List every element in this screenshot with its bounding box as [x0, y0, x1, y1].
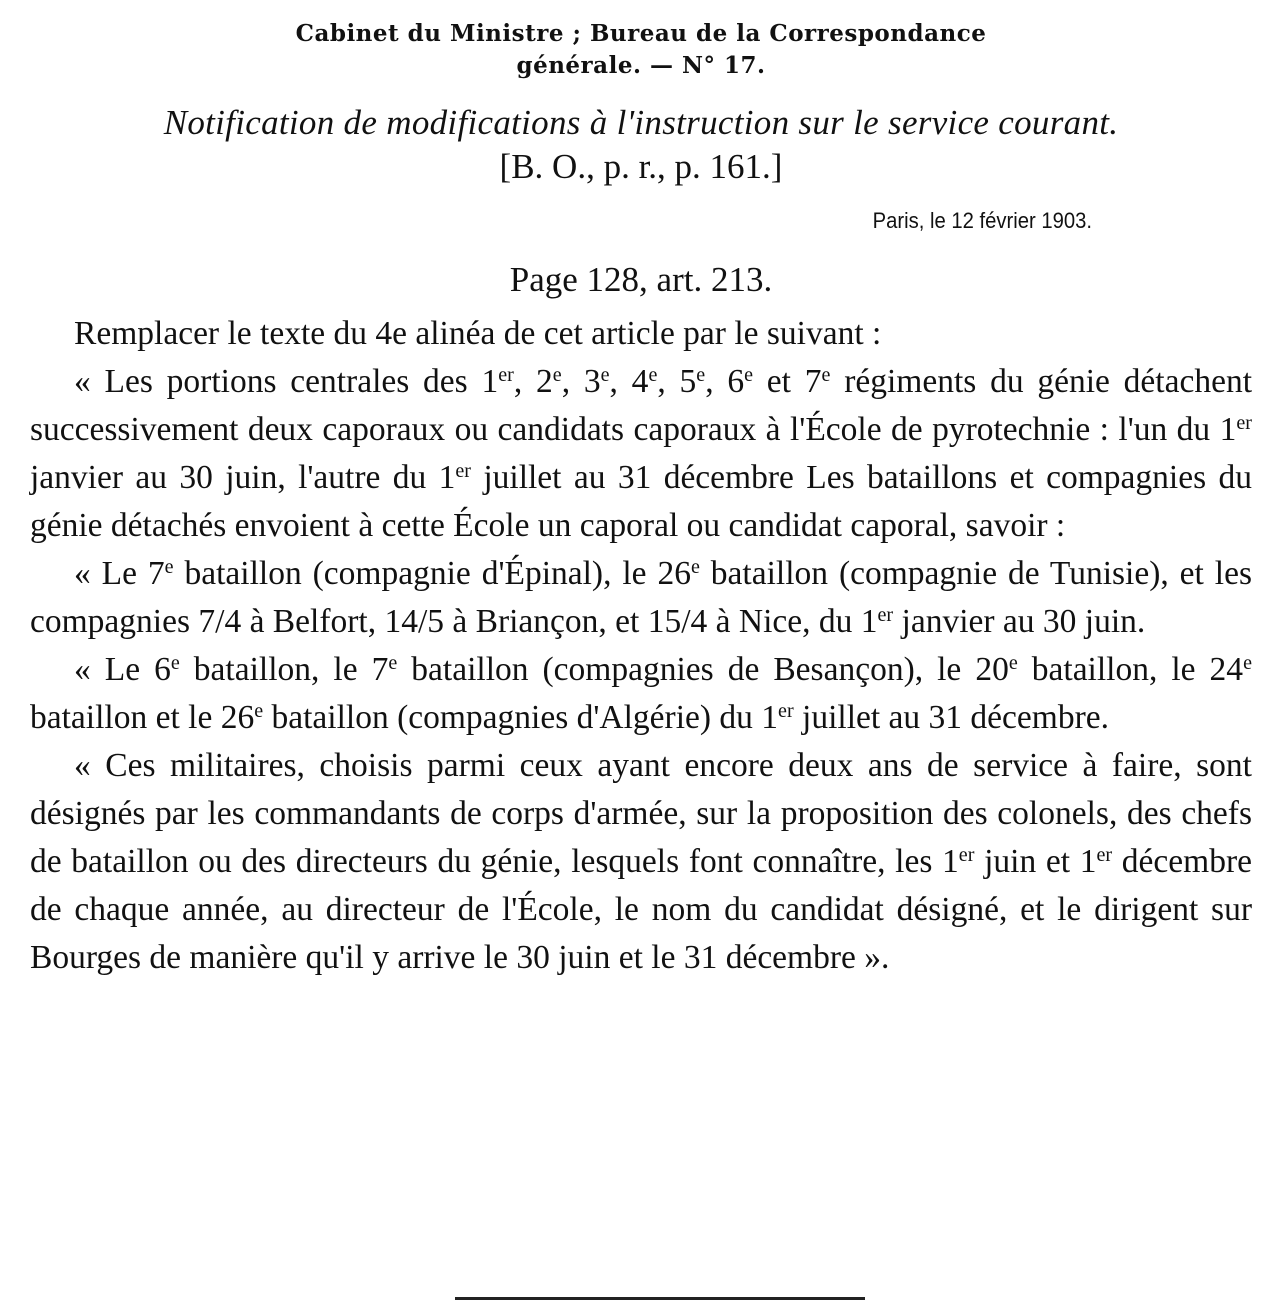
text-run: bataillon (compagnie de Tunisie), et les compagnies 7/4 à Belfort, 14/5 à Briançon, et 15/4 à Nice, du 1 — [30, 555, 1252, 640]
ordinal-suffix: e — [600, 363, 610, 386]
text-run: bataillon, le 24 — [1017, 651, 1244, 688]
ordinal-suffix: e — [690, 555, 700, 578]
ordinal-suffix: er — [778, 699, 794, 722]
ordinal-suffix: e — [552, 363, 562, 386]
document-title: Notification de modifications à l'instruction sur le service courant. — [163, 103, 1119, 142]
paragraph-first-semester — [30, 550, 1252, 646]
ordinal-suffix: e — [821, 363, 831, 386]
text-run: juin et 1 — [974, 843, 1097, 880]
text-run: bataillon (compagnies de Besançon), le 20 — [397, 651, 1009, 688]
ordinal-suffix: er — [1096, 843, 1113, 866]
text-run: janvier au 30 juin. — [893, 603, 1146, 640]
intro-text: Remplacer le texte du 4e alinéa de cet article par le suivant : — [74, 315, 882, 352]
ordinal-suffix: e — [170, 651, 180, 674]
ordinal-suffix: e — [388, 651, 398, 674]
text-run: , 4 — [609, 363, 649, 400]
text-run: juillet au 31 décembre Les bataillons et compagnies du génie détachés envoient à cette École un caporal ou candidat caporal, savoir : — [30, 459, 1252, 544]
text-run: bataillon et le 26 — [30, 699, 255, 736]
paragraph-second-semester — [30, 646, 1252, 742]
text-run: décembre de chaque année, au directeur de l'École, le nom du candidat désigné, et le dirigent sur Bourges de manière qu'il y arrive le 30 juin et le 31 décembre ». — [30, 843, 1252, 976]
intro-paragraph — [30, 310, 1252, 358]
text-run: bataillon (compagnies d'Algérie) du 1 — [263, 699, 779, 736]
text-run: régiments du génie détachent successivement deux caporaux ou candidats caporaux à l'École de pyrotechnie : l'un du 1 — [30, 363, 1253, 448]
header-line-1: Cabinet du Ministre ; Bureau de la Correspondance — [295, 20, 987, 47]
ordinal-suffix: e — [696, 363, 706, 386]
ordinal-suffix: er — [1236, 411, 1252, 434]
paragraph-selection — [30, 742, 1252, 982]
ordinal-suffix: e — [164, 555, 174, 578]
text-run: bataillon (compagnie d'Épinal), le 26 — [173, 555, 691, 592]
text-run: , 5 — [657, 363, 697, 400]
document-page — [30, 18, 1252, 982]
ordinal-suffix: e — [744, 363, 754, 386]
text-run: « Le 7 — [74, 555, 165, 592]
document-date: Paris, le 12 février 1903. — [872, 208, 1092, 233]
text-run: , 6 — [705, 363, 745, 400]
ordinal-suffix: er — [958, 843, 975, 866]
text-run: juillet au 31 décembre. — [793, 699, 1109, 736]
document-header — [30, 18, 1252, 82]
text-run: « Le 6 — [74, 651, 171, 688]
ordinal-suffix: er — [498, 363, 514, 386]
ordinal-suffix: e — [254, 699, 264, 722]
ordinal-suffix: e — [1008, 651, 1018, 674]
ordinal-suffix: er — [455, 459, 471, 482]
text-run: « Les portions centrales des 1 — [74, 363, 499, 400]
closing-rule — [455, 1297, 865, 1300]
text-run: janvier au 30 juin, l'autre du 1 — [30, 459, 456, 496]
header-line-2: générale. — N° 17. — [516, 52, 766, 79]
text-run: et 7 — [753, 363, 822, 400]
ordinal-suffix: er — [877, 603, 894, 626]
text-run: , 2 — [513, 363, 553, 400]
text-run: , 3 — [561, 363, 601, 400]
ordinal-suffix: e — [1243, 651, 1252, 674]
ordinal-suffix: e — [648, 363, 658, 386]
text-run: bataillon, le 7 — [179, 651, 389, 688]
bulletin-reference: [B. O., p. r., p. 161.] — [499, 147, 783, 186]
text-run: « Ces militaires, choisis parmi ceux ayant encore deux ans de service à faire, sont désignés par les commandants de corps d'armée, sur la proposition des colonels, des chefs de bataillon ou des directeurs du génie, lesquels font connaître, les 1 — [30, 747, 1252, 880]
paragraph-regiments — [30, 358, 1252, 550]
page-article-reference: Page 128, art. 213. — [509, 260, 773, 299]
